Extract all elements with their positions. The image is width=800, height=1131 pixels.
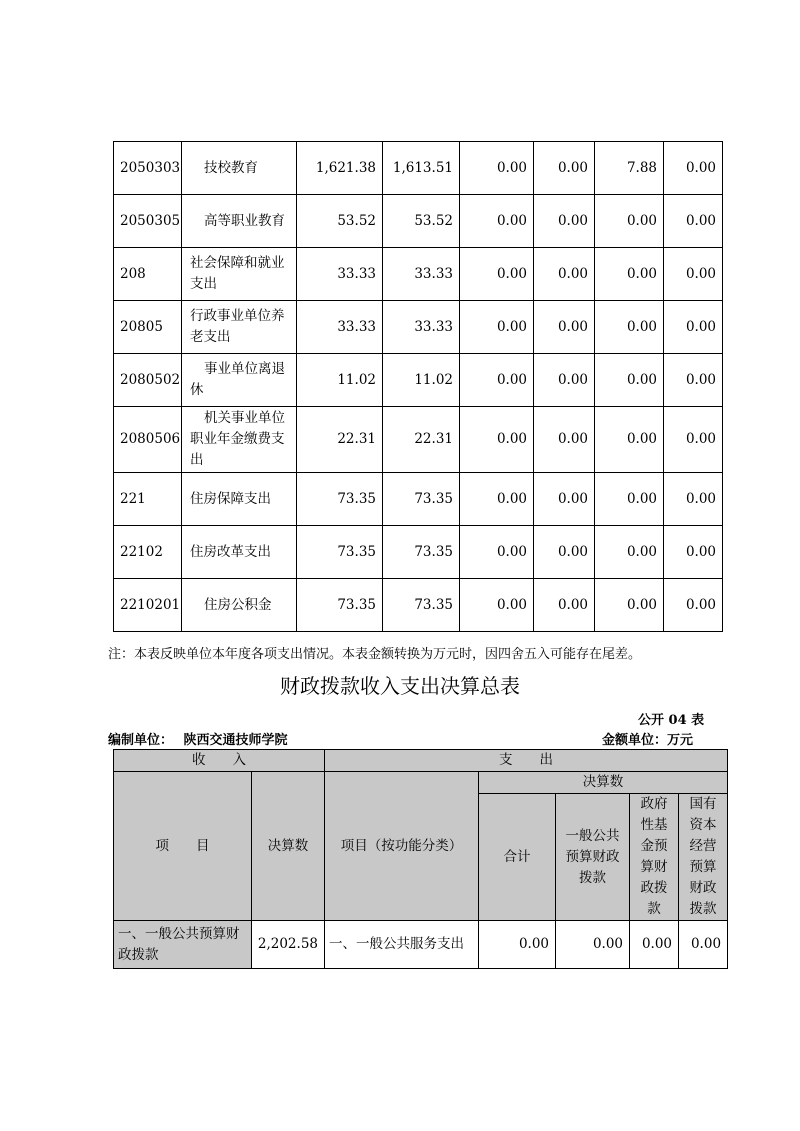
expense-gov-fund: 0.00 [630, 921, 679, 969]
value-col-6: 0.00 [664, 195, 723, 248]
summary-table [113, 749, 728, 969]
project-expenditure: 0.00 [460, 526, 534, 579]
function-code: 221 [114, 473, 182, 526]
basic-expenditure: 53.52 [383, 195, 460, 248]
value-col-6: 0.00 [664, 407, 723, 473]
value-col-5: 0.00 [595, 354, 664, 407]
basic-expenditure: 33.33 [383, 301, 460, 354]
table-row [114, 579, 723, 632]
value-col-4: 0.00 [534, 195, 595, 248]
gov-fund-header: 政府性基金预算财政拨款 [630, 794, 679, 921]
income-item: 一、一般公共预算财政拨款 [114, 921, 252, 969]
value-col-5: 0.00 [595, 407, 664, 473]
income-amount-header: 决算数 [252, 772, 325, 921]
total-amount: 1,621.38 [297, 142, 383, 195]
value-col-5: 0.00 [595, 473, 664, 526]
basic-expenditure: 73.35 [383, 526, 460, 579]
total-amount: 33.33 [297, 301, 383, 354]
basic-expenditure: 1,613.51 [383, 142, 460, 195]
total-amount: 73.35 [297, 473, 383, 526]
table-row [114, 195, 723, 248]
value-col-5: 7.88 [595, 142, 664, 195]
total-amount: 73.35 [297, 526, 383, 579]
basic-expenditure: 73.35 [383, 579, 460, 632]
value-col-6: 0.00 [664, 473, 723, 526]
final-amount-group-header: 决算数 [479, 772, 728, 794]
header-row-group [114, 750, 728, 772]
project-expenditure: 0.00 [460, 407, 534, 473]
basic-expenditure: 22.31 [383, 407, 460, 473]
value-col-4: 0.00 [534, 142, 595, 195]
form-id: 公开 04 表 [638, 713, 705, 728]
function-name: 住房改革支出 [182, 526, 297, 579]
function-name: 机关事业单位职业年金缴费支出 [182, 407, 297, 473]
expense-item-header: 项目（按功能分类） [325, 772, 479, 921]
value-col-5: 0.00 [595, 248, 664, 301]
total-amount: 22.31 [297, 407, 383, 473]
project-expenditure: 0.00 [460, 473, 534, 526]
total-amount: 73.35 [297, 579, 383, 632]
amount-unit: 金额单位：万元 [602, 733, 694, 748]
expense-total: 0.00 [479, 921, 556, 969]
value-col-4: 0.00 [534, 248, 595, 301]
function-name: 技校教育 [182, 142, 297, 195]
basic-expenditure: 11.02 [383, 354, 460, 407]
project-expenditure: 0.00 [460, 142, 534, 195]
expense-state-capital: 0.00 [679, 921, 728, 969]
organization-name: 陕西交通技师学院 [183, 733, 288, 748]
function-name: 事业单位离退休 [182, 354, 297, 407]
header-row-sub [114, 772, 728, 794]
project-expenditure: 0.00 [460, 354, 534, 407]
project-expenditure: 0.00 [460, 195, 534, 248]
expense-header: 支 出 [325, 750, 728, 772]
value-col-4: 0.00 [534, 473, 595, 526]
value-col-5: 0.00 [595, 301, 664, 354]
table-row [114, 142, 723, 195]
organization-label: 编制单位： [108, 733, 174, 748]
function-code: 2050305 [114, 195, 182, 248]
total-header: 合计 [479, 794, 556, 921]
state-capital-header: 国有资本经营预算财政拨款 [679, 794, 728, 921]
function-code: 2080502 [114, 354, 182, 407]
value-col-6: 0.00 [664, 301, 723, 354]
table-row [114, 473, 723, 526]
function-name: 住房保障支出 [182, 473, 297, 526]
total-amount: 33.33 [297, 248, 383, 301]
total-amount: 53.52 [297, 195, 383, 248]
expense-item: 一、一般公共服务支出 [325, 921, 479, 969]
function-name: 住房公积金 [182, 579, 297, 632]
table-row [114, 248, 723, 301]
value-col-6: 0.00 [664, 354, 723, 407]
table-row [114, 526, 723, 579]
value-col-4: 0.00 [534, 301, 595, 354]
table-note: 注：本表反映单位本年度各项支出情况。本表金额转换为万元时，因四舍五入可能存在尾差。 [108, 647, 642, 662]
value-col-4: 0.00 [534, 526, 595, 579]
expense-general: 0.00 [556, 921, 630, 969]
table-row [114, 407, 723, 473]
total-amount: 11.02 [297, 354, 383, 407]
income-amount: 2,202.58 [252, 921, 325, 969]
function-code: 2050303 [114, 142, 182, 195]
project-expenditure: 0.00 [460, 301, 534, 354]
function-code: 208 [114, 248, 182, 301]
value-col-5: 0.00 [595, 195, 664, 248]
basic-expenditure: 33.33 [383, 248, 460, 301]
value-col-6: 0.00 [664, 579, 723, 632]
income-item-header: 项 目 [114, 772, 252, 921]
value-col-6: 0.00 [664, 142, 723, 195]
function-code: 20805 [114, 301, 182, 354]
function-name: 行政事业单位养老支出 [182, 301, 297, 354]
value-col-4: 0.00 [534, 579, 595, 632]
value-col-6: 0.00 [664, 526, 723, 579]
value-col-5: 0.00 [595, 579, 664, 632]
function-name: 社会保障和就业支出 [182, 248, 297, 301]
value-col-5: 0.00 [595, 526, 664, 579]
value-col-6: 0.00 [664, 248, 723, 301]
value-col-4: 0.00 [534, 354, 595, 407]
organization-line [108, 729, 288, 748]
page-title: 财政拨款收入支出决算总表 [280, 674, 520, 698]
function-code: 22102 [114, 526, 182, 579]
function-code: 2080506 [114, 407, 182, 473]
table-row [114, 921, 728, 969]
table-row [114, 354, 723, 407]
expenditure-table [113, 141, 723, 632]
project-expenditure: 0.00 [460, 579, 534, 632]
function-code: 2210201 [114, 579, 182, 632]
income-header: 收 入 [114, 750, 325, 772]
general-budget-header: 一般公共预算财政拨款 [556, 794, 630, 921]
table-row [114, 301, 723, 354]
value-col-4: 0.00 [534, 407, 595, 473]
basic-expenditure: 73.35 [383, 473, 460, 526]
function-name: 高等职业教育 [182, 195, 297, 248]
project-expenditure: 0.00 [460, 248, 534, 301]
